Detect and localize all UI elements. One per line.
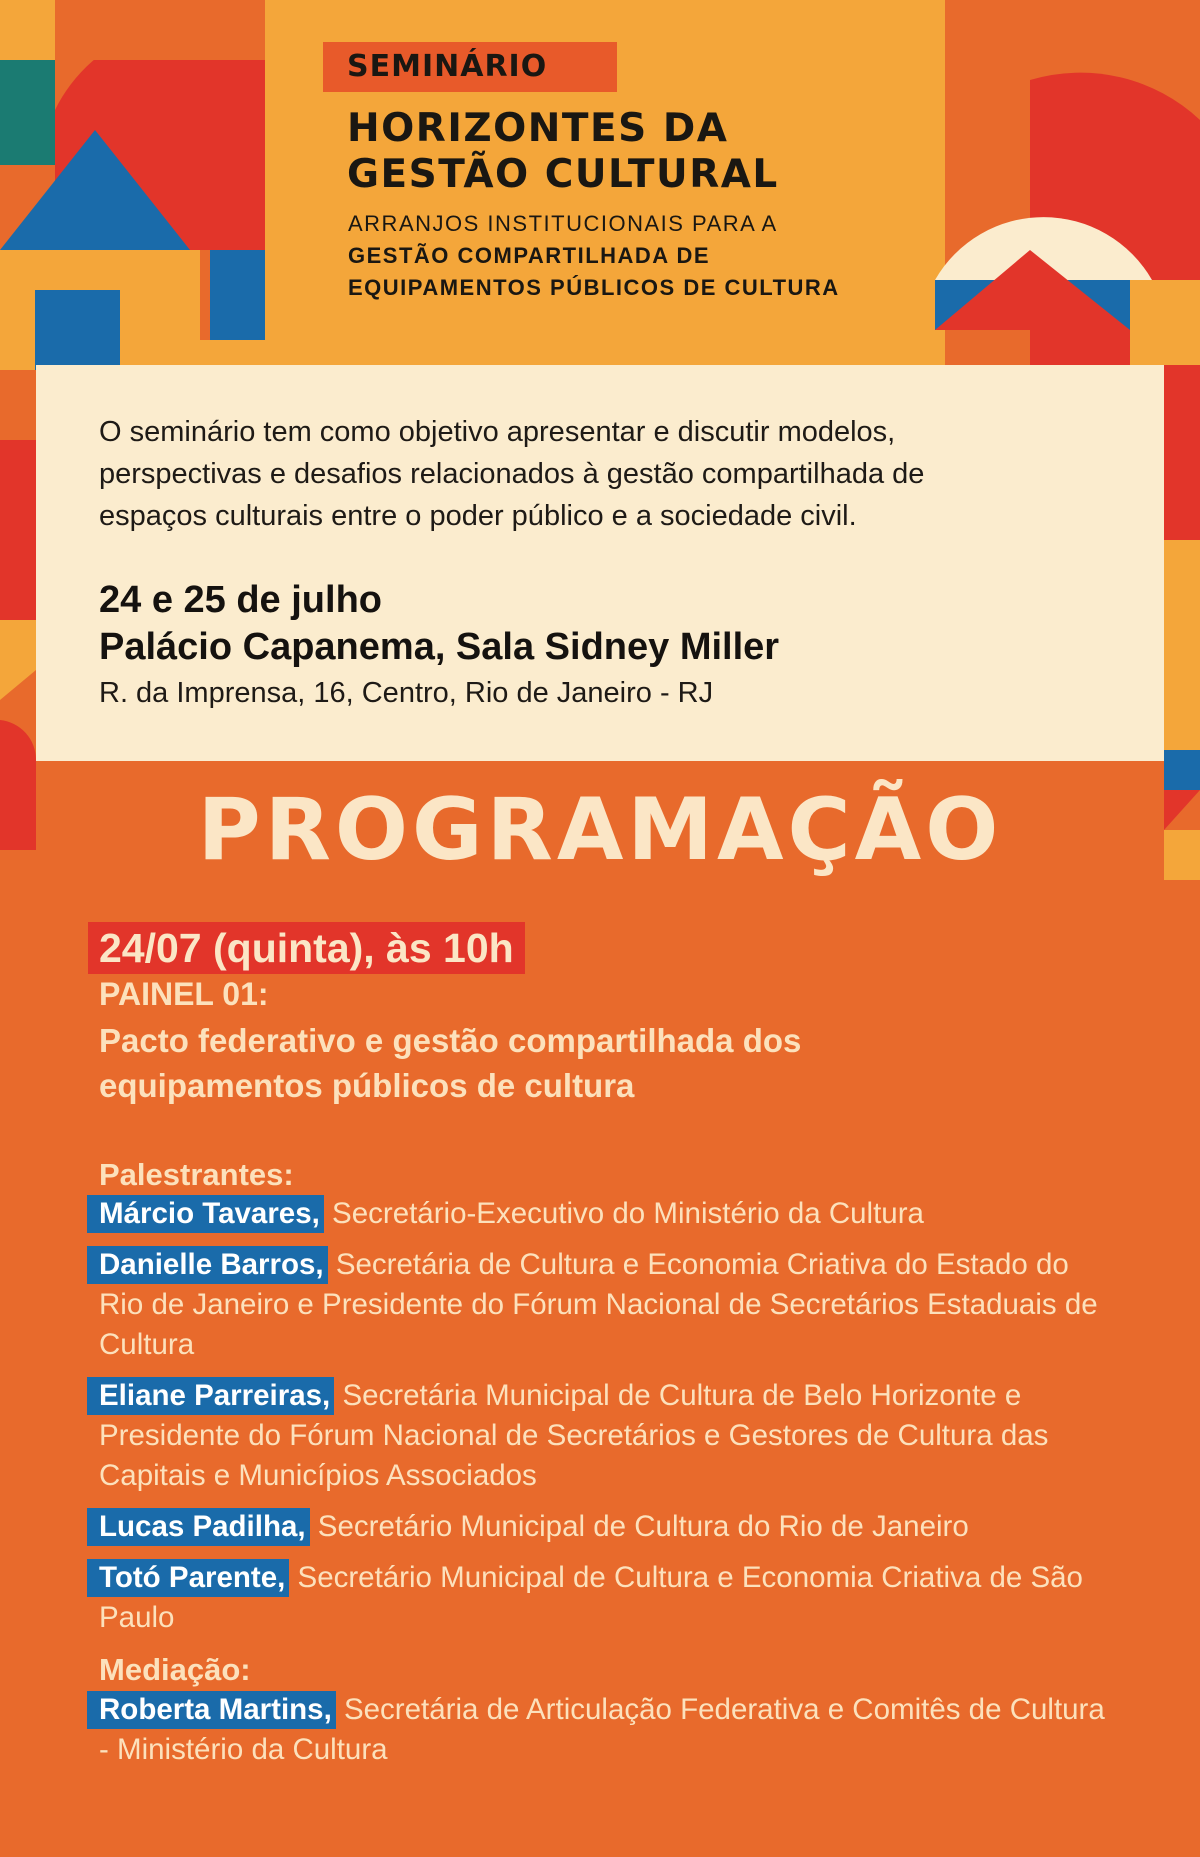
speaker-name: Lucas Padilha, xyxy=(87,1508,310,1546)
panel-title-line: Pacto federativo e gestão compartilhada dos xyxy=(99,1022,802,1059)
speaker-name: Totó Parente, xyxy=(87,1559,289,1597)
speaker-item xyxy=(99,1558,1109,1638)
speaker-item xyxy=(99,1376,1109,1496)
speaker-role: Secretária Municipal de Cultura de Belo Horizonte e Presidente do Fórum Nacional de Secretários e Gestores de Cultura das Capitais e Municípios Associados xyxy=(99,1379,1049,1492)
speakers-label: Palestrantes: xyxy=(99,1157,294,1192)
speaker-name: Márcio Tavares, xyxy=(87,1195,324,1233)
speaker-item xyxy=(99,1245,1109,1365)
speaker-list xyxy=(99,1194,1109,1649)
speaker-item xyxy=(99,1507,1109,1547)
event-title-line: HORIZONTES DA xyxy=(347,106,729,151)
programacao-heading: PROGRAMAÇÃO xyxy=(197,780,1003,880)
speaker-role: Secretária de Cultura e Economia Criativa do Estado do Rio de Janeiro e Presidente do Fórum Nacional de Secretários Estaduais de Cultura xyxy=(99,1248,1098,1361)
subtitle-line: EQUIPAMENTOS PÚBLICOS DE CULTURA xyxy=(348,275,840,300)
event-subtitle xyxy=(348,208,948,304)
seminar-badge: SEMINÁRIO xyxy=(323,42,617,92)
info-box xyxy=(36,365,1164,761)
subtitle-line: ARRANJOS INSTITUCIONAIS PARA A xyxy=(348,211,778,236)
event-title xyxy=(347,106,947,198)
subtitle-line: GESTÃO COMPARTILHADA DE xyxy=(348,243,711,268)
panel-title xyxy=(99,1018,1059,1108)
panel-label: PAINEL 01: xyxy=(99,976,269,1012)
speaker-name: Danielle Barros, xyxy=(87,1246,328,1284)
mediator-item xyxy=(99,1690,1109,1770)
header xyxy=(265,0,945,365)
mediator-name: Roberta Martins, xyxy=(87,1691,336,1729)
description-line: espaços culturais entre o poder público e a sociedade civil. xyxy=(99,500,857,532)
panel-title-line: equipamentos públicos de cultura xyxy=(99,1067,635,1104)
mediator-role: Secretária de Articulação Federativa e Comitês de Cultura - Ministério da Cultura xyxy=(99,1693,1105,1766)
event-dates: 24 e 25 de julho xyxy=(99,579,382,621)
event-title-line: GESTÃO CULTURAL xyxy=(347,152,779,197)
speaker-item xyxy=(99,1194,1109,1234)
speaker-name: Eliane Parreiras, xyxy=(87,1377,334,1415)
mediation-label: Mediação: xyxy=(99,1652,251,1687)
speaker-role: Secretário Municipal de Cultura do Rio de Janeiro xyxy=(317,1510,969,1543)
speaker-role: Secretário Municipal de Cultura e Economia Criativa de São Paulo xyxy=(99,1561,1083,1634)
speaker-role: Secretário-Executivo do Ministério da Cultura xyxy=(332,1197,924,1230)
event-address: R. da Imprensa, 16, Centro, Rio de Janeiro - RJ xyxy=(99,677,714,709)
session-date-badge: 24/07 (quinta), às 10h xyxy=(88,922,525,974)
description-line: perspectivas e desafios relacionados à gestão compartilhada de xyxy=(99,458,925,490)
event-description xyxy=(99,411,1139,537)
description-line: O seminário tem como objetivo apresentar e discutir modelos, xyxy=(99,416,896,448)
event-venue: Palácio Capanema, Sala Sidney Miller xyxy=(99,626,780,668)
